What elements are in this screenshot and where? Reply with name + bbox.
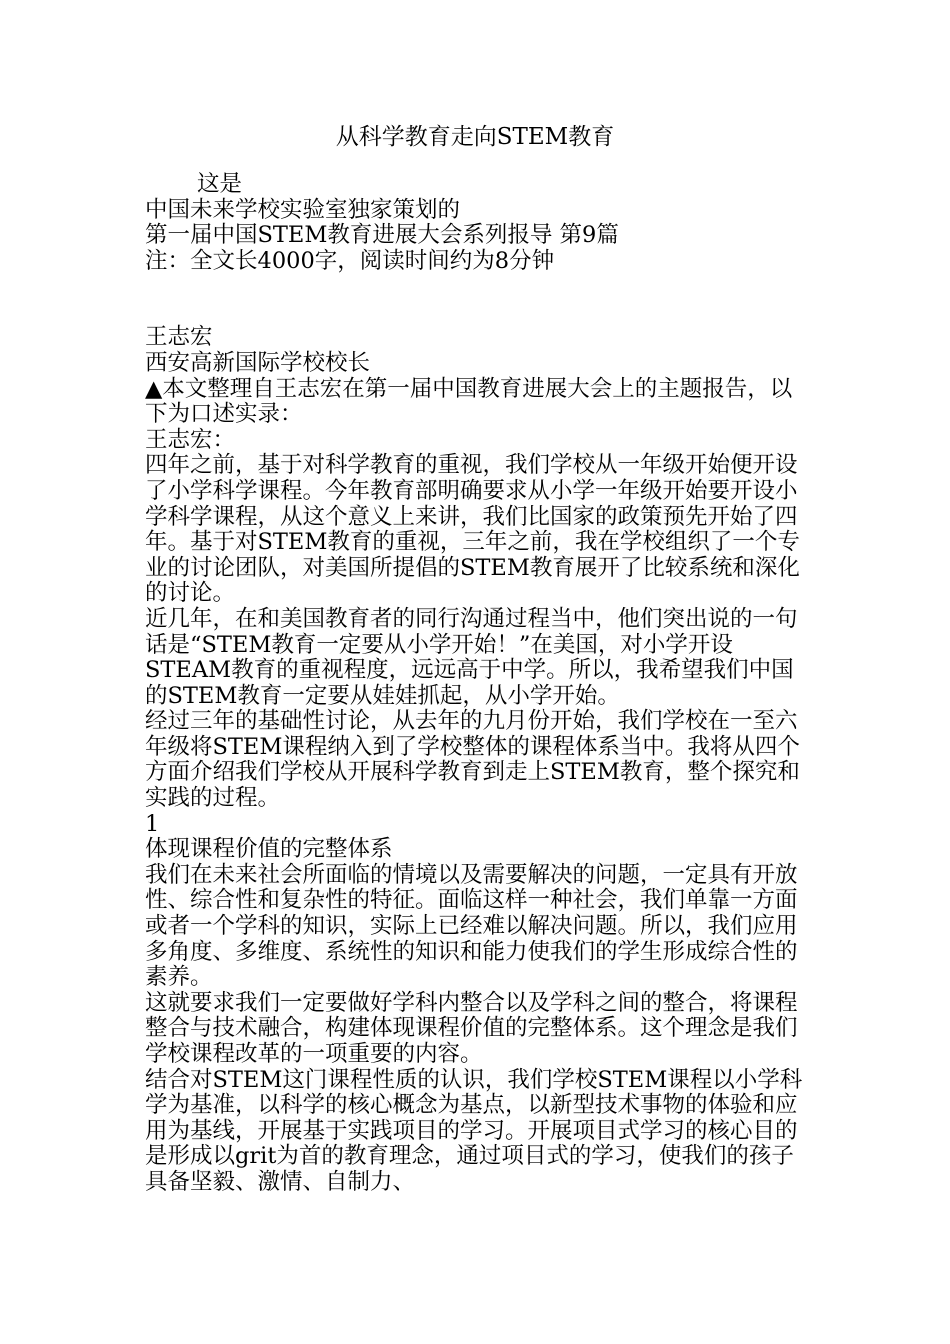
intro-line: 注：全文长4000字，阅读时间约为8分钟: [145, 247, 555, 274]
body-paragraph: 结合对STEM这门课程性质的认识，我们学校STEM课程以小学科学为基准，以科学的核心概念为基点，以新型技术事物的体验和应用为基线，开展基于实践项目的学习。开展项目式学习的核心目的是形成以grit为首的教育理念，通过项目式的学习，使我们的孩子具备坚毅、激情、自制力、: [145, 1066, 803, 1195]
body-paragraph: 经过三年的基础性讨论，从去年的九月份开始，我们学校在一至六年级将STEM课程纳入到了学校整体的课程体系当中。我将从四个方面介绍我们学校从开展科学教育到走上STEM教育，整个探究和实践的过程。: [145, 708, 800, 812]
intro-line: 中国未来学校实验室独家策划的: [145, 196, 461, 223]
document-body: [145, 172, 810, 1196]
document-title: 从科学教育走向STEM教育: [335, 124, 615, 150]
section-heading: 体现课程价值的完整体系: [145, 836, 393, 863]
body-paragraph: 近几年，在和美国教育者的同行沟通过程当中，他们突出说的一句话是“STEM教育一定要从小学开始！”在美国，对小学开设STEAM教育的重视程度，远远高于中学。所以，我希望我们中国的STEM教育一定要从娃娃抓起，从小学开始。: [145, 605, 798, 709]
intro-line: 这是: [197, 171, 243, 197]
body-paragraph: 四年之前，基于对科学教育的重视，我们学校从一年级开始便开设了小学科学课程。今年教育部明确要求从小学一年级开始要开设小学科学课程，从这个意义上来讲，我们比国家的政策预先开始了四年。基于对STEM教育的重视，三年之前，我在学校组织了一个专业的讨论团队，对美国所提倡的STEM教育展开了比较系统和深化的讨论。: [145, 452, 800, 607]
speaker-label: 王志宏：: [145, 426, 236, 453]
editor-note: ▲本文整理自王志宏在第一届中国教育进展大会上的主题报告，以下为口述实录：: [145, 375, 793, 428]
author-position: 西安高新国际学校校长: [145, 349, 371, 376]
body-paragraph: 这就要求我们一定要做好学科内整合以及学科之间的整合，将课程整合与技术融合，构建体现课程价值的完整体系。这个理念是我们学校课程改革的一项重要的内容。: [145, 989, 798, 1067]
intro-line: 第一届中国STEM教育进展大会系列报导 第9篇: [145, 222, 619, 249]
section-number: 1: [145, 810, 160, 837]
body-paragraph: 我们在未来社会所面临的情境以及需要解决的问题，一定具有开放性、综合性和复杂性的特征。面临这样一种社会，我们单靠一方面或者一个学科的知识，实际上已经难以解决问题。所以，我们应用多角度、多维度、系统性的知识和能力使我们的学生形成综合性的素养。: [145, 861, 798, 991]
blank-line: [145, 274, 810, 325]
author-name: 王志宏: [145, 324, 213, 351]
